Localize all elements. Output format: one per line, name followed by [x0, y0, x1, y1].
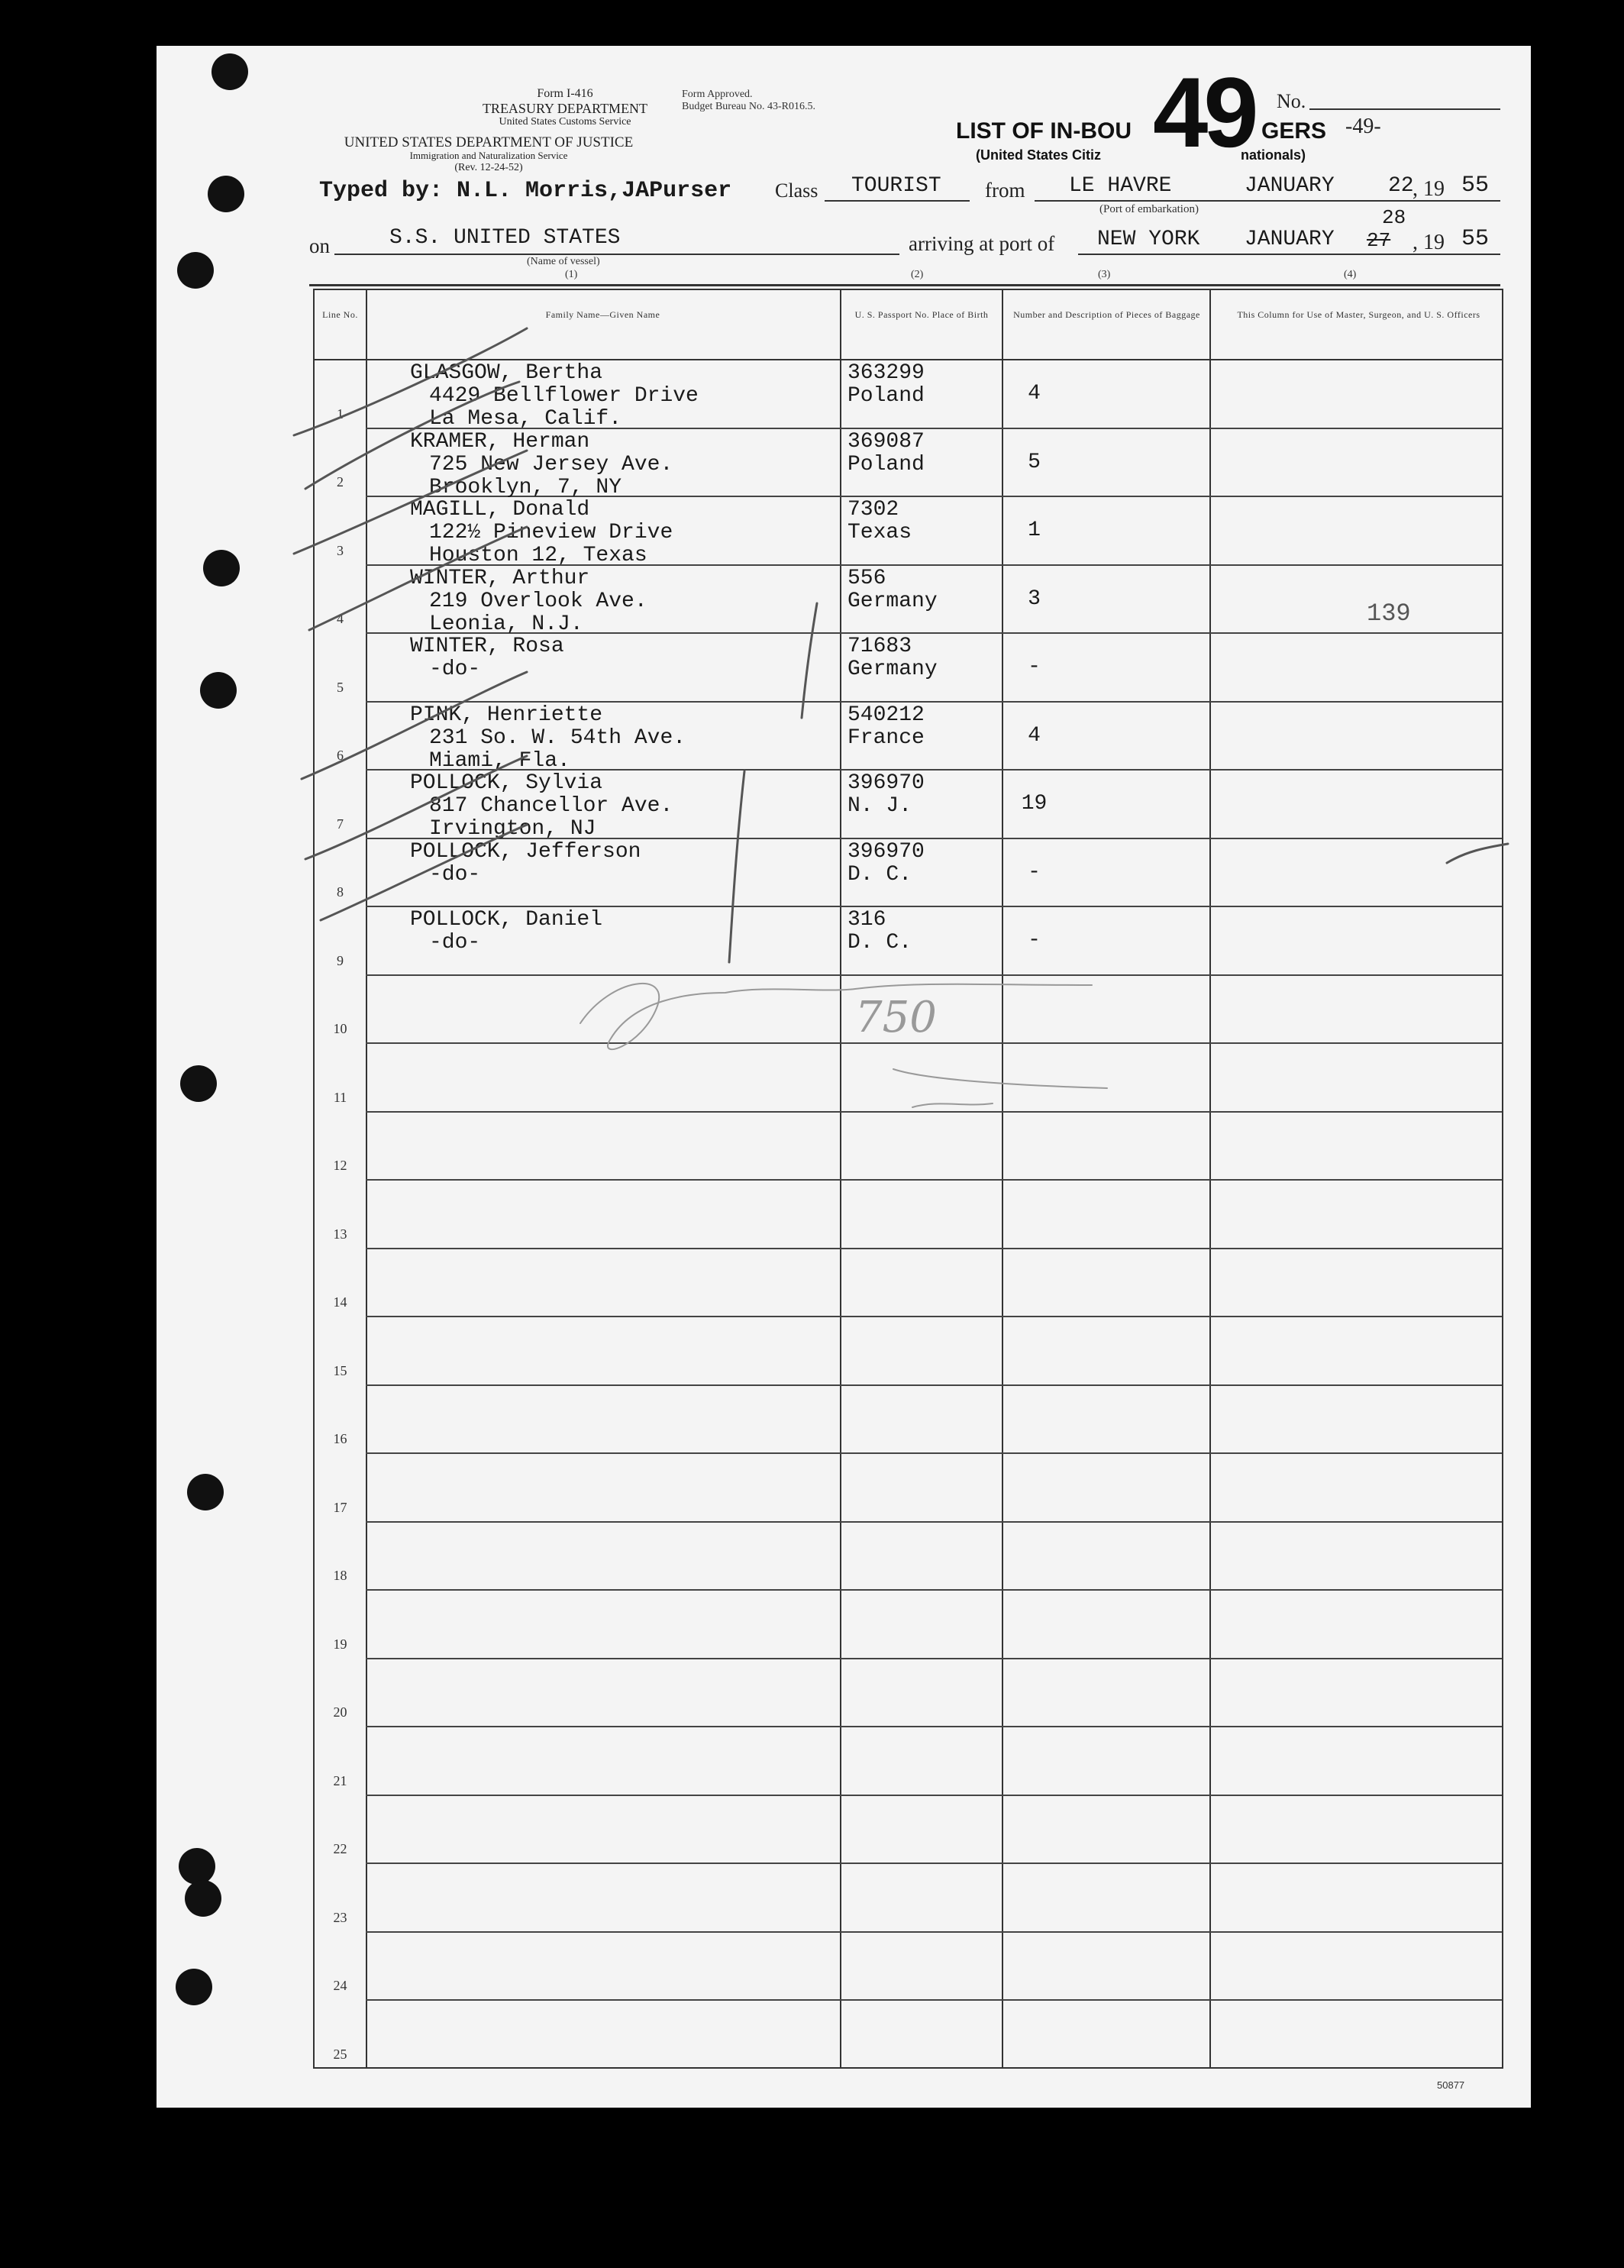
passport-number: 7302 [848, 498, 899, 522]
passenger-address-line: 122½ Pineview Drive [429, 521, 673, 544]
passenger-address-line: Irvington, NJ [429, 817, 596, 841]
depart-day: 22 [1388, 174, 1414, 198]
port-embarkation-caption: (Port of embarkation) [1099, 203, 1199, 215]
vessel-caption: (Name of vessel) [527, 256, 600, 267]
line-number: 10 [333, 1021, 347, 1036]
depart-month: JANUARY [1245, 174, 1335, 198]
from-label: from [985, 179, 1025, 202]
list-no-label: No. [1277, 90, 1306, 112]
bracket-mark [802, 603, 817, 718]
line-number: 15 [333, 1362, 347, 1378]
line-number: 7 [337, 816, 344, 832]
handwritten-number: 750 [855, 993, 937, 1042]
line-number: 17 [333, 1499, 347, 1515]
passport-number: 363299 [848, 361, 925, 385]
form-code: 50877 [1437, 2079, 1465, 2091]
revision: (Rev. 12-24-52) [454, 162, 523, 173]
margin-note: 139 [1367, 599, 1411, 628]
col-head-baggage: Number and Description of Pieces of Baggage [1013, 309, 1200, 320]
line-number: 12 [333, 1158, 347, 1173]
list-title: LIST OF IN-BOU [956, 118, 1132, 144]
place-of-birth: Poland [848, 452, 925, 477]
passenger-address-line: Brooklyn, 7, NY [429, 475, 622, 499]
arriving-label: arriving at port of [909, 232, 1055, 255]
place-of-birth: D. C. [848, 862, 912, 887]
place-of-birth: D. C. [848, 931, 912, 955]
arrival-port: NEW YORK [1097, 228, 1200, 251]
line-number: 20 [333, 1704, 347, 1720]
passenger-address-line: 725 New Jersey Ave. [429, 452, 673, 477]
col-num-3: (3) [1098, 269, 1111, 280]
place-of-birth: France [848, 725, 925, 750]
arrive-day-struck: 27 [1367, 229, 1391, 252]
margin-stroke [1447, 844, 1508, 863]
line-number: 4 [337, 611, 344, 626]
baggage-count: - [1028, 655, 1041, 679]
arrive-year: 55 [1461, 226, 1490, 252]
col-head-name: Family Name—Given Name [545, 309, 660, 320]
baggage-count: 4 [1028, 382, 1041, 405]
passport-number: 396970 [848, 771, 925, 795]
baggage-count: 19 [1021, 792, 1048, 816]
ins-service: Immigration and Naturalization Service [409, 150, 568, 161]
place-of-birth: N. J. [848, 794, 912, 818]
col-num-2: (2) [911, 269, 924, 280]
class-label: Class [775, 179, 818, 202]
passenger-address-line: Miami, Fla. [429, 748, 570, 773]
place-of-birth: Texas [848, 521, 912, 544]
passenger-address-line: Leonia, N.J. [429, 612, 583, 636]
check-mark [302, 672, 527, 779]
passenger-name: KRAMER, Herman [410, 429, 590, 454]
passport-number: 556 [848, 566, 886, 590]
passenger-address-line: Houston 12, Texas [429, 544, 647, 567]
col-num-4: (4) [1344, 269, 1357, 280]
bracket-mark [729, 771, 744, 962]
list-title-tail: GERS [1261, 118, 1327, 144]
passenger-address-line: 4429 Bellflower Drive [429, 384, 699, 408]
form-approved: Form Approved. [682, 89, 753, 100]
arrive-day: 28 [1382, 206, 1406, 229]
from-value: LE HAVRE [1069, 174, 1172, 198]
depart-year: 55 [1461, 173, 1490, 199]
list-subtitle: (United States Citiz [976, 147, 1102, 163]
place-of-birth: Germany [848, 589, 938, 613]
baggage-count: 1 [1028, 519, 1041, 542]
passport-number: 540212 [848, 703, 925, 727]
col-head-line-no: Line No. [322, 309, 358, 320]
check-mark [309, 527, 527, 630]
typed-by: Typed by: N.L. Morris,JAPurser [319, 178, 732, 204]
passport-number: 396970 [848, 839, 925, 864]
depart-year-prefix: , 19 [1413, 177, 1445, 201]
handwritten-scrawl [580, 984, 1092, 1049]
passenger-name: WINTER, Arthur [410, 566, 590, 590]
place-of-birth: Germany [848, 657, 938, 681]
line-number: 8 [337, 884, 344, 900]
line-number: 6 [337, 748, 344, 763]
check-mark [305, 382, 519, 489]
customs-service: United States Customs Service [499, 116, 631, 128]
passenger-address-line: -do- [429, 862, 481, 887]
baggage-count: 5 [1028, 450, 1041, 474]
stamp-number: 49 [1153, 57, 1254, 168]
passenger-name: POLLOCK, Sylvia [410, 771, 603, 795]
arrive-year-prefix: , 19 [1413, 231, 1445, 254]
line-number: 18 [333, 1568, 347, 1583]
passenger-name: PINK, Henriette [410, 703, 603, 727]
baggage-count: 4 [1028, 723, 1041, 748]
passenger-address-line: La Mesa, Calif. [429, 407, 622, 431]
form-number: Form I-416 [537, 87, 593, 100]
baggage-count: - [1028, 929, 1041, 952]
list-subtitle-tail: nationals) [1241, 147, 1306, 163]
passport-number: 71683 [848, 635, 912, 658]
budget-bureau: Budget Bureau No. 43-R016.5. [682, 101, 815, 112]
vessel-name: S.S. UNITED STATES [389, 226, 621, 250]
col-head-officers: This Column for Use of Master, Surgeon, and U. S. Officers [1237, 309, 1480, 320]
passenger-name: GLASGOW, Bertha [410, 361, 603, 385]
line-number: 16 [333, 1431, 347, 1446]
handwritten-scrawl [893, 1069, 1107, 1088]
line-number: 9 [337, 952, 344, 968]
arrive-month: JANUARY [1245, 228, 1335, 251]
check-mark [305, 756, 527, 859]
dept-treasury: TREASURY DEPARTMENT [482, 101, 648, 116]
class-value: TOURIST [851, 174, 941, 198]
check-mark [294, 328, 527, 435]
line-number: 14 [333, 1294, 347, 1310]
col-head-passport: U. S. Passport No. Place of Birth [854, 309, 989, 320]
line-number: 24 [333, 1978, 347, 1993]
passenger-address-line: 817 Chancellor Ave. [429, 794, 673, 818]
check-mark [294, 451, 527, 554]
handwritten-scrawl [912, 1103, 993, 1107]
passenger-name: WINTER, Rosa [410, 635, 564, 658]
passenger-name: MAGILL, Donald [410, 498, 590, 522]
passport-number: 316 [848, 908, 886, 932]
col-num-1: (1) [565, 269, 578, 280]
baggage-count: - [1028, 860, 1041, 884]
line-number: 21 [333, 1772, 347, 1788]
passenger-name: POLLOCK, Daniel [410, 908, 603, 932]
line-number: 23 [333, 1909, 347, 1925]
line-number: 11 [333, 1089, 347, 1105]
passenger-name: POLLOCK, Jefferson [410, 839, 641, 864]
baggage-count: 3 [1028, 586, 1041, 611]
line-number: 25 [333, 2046, 347, 2062]
line-number: 5 [337, 679, 344, 695]
on-label: on [309, 234, 330, 257]
passenger-address-line: 219 Overlook Ave. [429, 589, 647, 613]
line-number: 1 [337, 405, 344, 422]
dept-justice: UNITED STATES DEPARTMENT OF JUSTICE [344, 134, 634, 150]
line-number: 22 [333, 1841, 347, 1856]
passport-number: 369087 [848, 429, 925, 454]
passenger-address-line: 231 So. W. 54th Ave. [429, 725, 686, 750]
line-number: 13 [333, 1226, 347, 1242]
passenger-address-line: -do- [429, 931, 481, 955]
line-number: 3 [337, 542, 344, 558]
line-number: 2 [337, 474, 344, 489]
place-of-birth: Poland [848, 384, 925, 408]
line-number: 19 [333, 1636, 347, 1652]
passenger-address-line: -do- [429, 657, 481, 681]
list-no-value: -49- [1345, 115, 1381, 138]
